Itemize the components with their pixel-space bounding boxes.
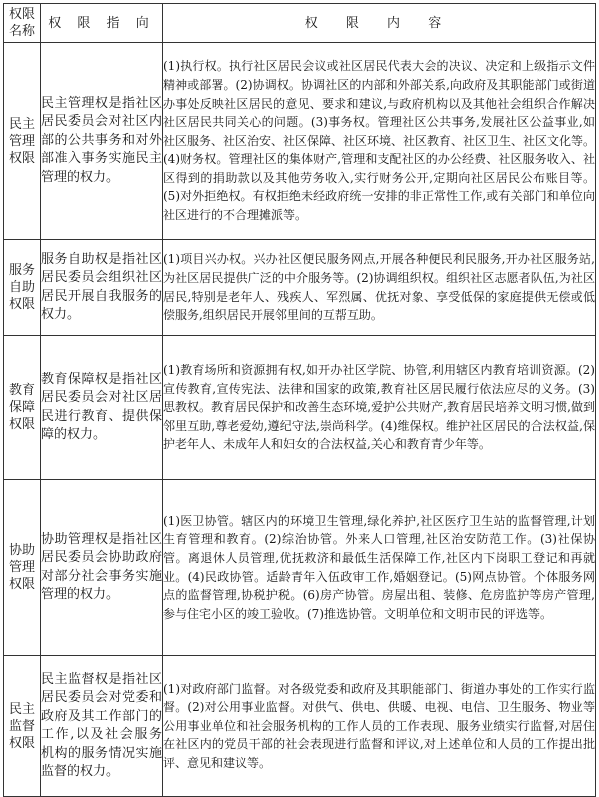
permission-direction: 民主监督权是指社区居民委员会对党委和政府及其工作部门的工作,以及社会服务机构的服务情况实施监督的权力。: [41, 656, 163, 797]
table-row: [4, 336, 596, 480]
header-permission-content: 权 限 内 容: [163, 4, 596, 43]
permission-name: 民主监督权限: [4, 656, 41, 797]
permission-content: (1)项目兴办权。兴办社区便民服务网点,开展各种便民利民服务,开办社区服务站,为社区居民提供广泛的中介服务等。(2)协调组织权。组织社区志愿者队伍,为社区居民,特别是老年人、残疾人、军烈属、优抚对象、享受低保的家庭提供无偿或低偿服务,组织居民开展邻里间的互帮互助。: [163, 240, 596, 336]
permission-direction: 协助管理权是指社区居民委员会协助政府对部分社会事务实施管理的权力。: [41, 480, 163, 656]
permission-content: (1)医卫协管。辖区内的环境卫生管理,绿化养护,社区医疗卫生站的监督管理,计划生育管理和教育。(2)综治协管。外来人口管理,社区治安防范工作。(3)社保协管。离退休人员管理,优抚救济和最低生活保障工作,社区内下岗职工登记和再就业。(4)民政协管。适龄青年入伍政审工作,婚姻登记。(5)网点协管。个体服务网点的监督管理,协税护税。(6)房产协管。房屋出租、装修、危房监护等房产管理,参与住宅小区的竣工验收。(7)推选协管。文明单位和文明市民的评选等。: [163, 480, 596, 656]
permission-content: (1)执行权。执行社区居民会议或社区居民代表大会的决议、决定和上级指示文件精神或部署。(2)协调权。协调社区的内部和外部关系,向政府及其职能部门或街道办事处反映社区居民的意见、要求和建议,与政府机构以及其他社会组织合作解决社区居民共同关心的问题。(3)事务权。管理社区公共事务,发展社区公益事业,如社区服务、社区治安、社区保障、社区环境、社区教育、社区卫生、社区文化等。(4)财务权。管理社区的集体财产,管理和支配社区的办公经费、社区服务收入、社区得到的捐助款以及其他劳务收入,实行财务公开,定期向社区居民公布账目等。(5)对外拒绝权。有权拒绝未经政府统一安排的非正常性工作,或有关部门和单位向社区进行的不合理摊派等。: [163, 43, 596, 240]
permission-direction: 民主管理权是指社区居民委员会对社区内部的公共事务和对外部准入事务实施民主管理的权力。: [41, 43, 163, 240]
permission-direction: 服务自助权是指社区居民委员会组织社区居民开展自我服务的权力。: [41, 240, 163, 336]
table-row: [4, 480, 596, 656]
rights-table: [3, 3, 596, 797]
table-header-row: [4, 4, 596, 43]
permission-name: 协助管理权限: [4, 480, 41, 656]
permission-name: 教育保障权限: [4, 336, 41, 480]
table-row: [4, 240, 596, 336]
permission-name: 民主管理权限: [4, 43, 41, 240]
permission-direction: 教育保障权是指社区居民委员会对社区居民进行教育、提供保障的权力。: [41, 336, 163, 480]
header-permission-name: 权限名称: [4, 4, 41, 43]
table-row: [4, 43, 596, 240]
table-row: [4, 656, 596, 797]
header-permission-direction: 权 限 指 向: [41, 4, 163, 43]
permission-content: (1)教育场所和资源拥有权,如开办社区学院、协管,利用辖区内教育培训资源。(2)宣传教育,宣传宪法、法律和国家的政策,教育社区居民履行依法应尽的义务。(3)思教权。教育居民保护和改善生态环境,爱护公共财产,教育居民培养文明习惯,做到邻里互助,尊老爱幼,遵纪守法,崇尚科学。(4)维保权。维护社区居民的合法权益,保护老年人、未成年人和妇女的合法权益,关心和教育青少年等。: [163, 336, 596, 480]
permission-name: 服务自助权限: [4, 240, 41, 336]
permission-content: (1)对政府部门监督。对各级党委和政府及其职能部门、街道办事处的工作实行监督。(2)对公用事业监督。对供气、供电、供暖、电视、电信、卫生服务、物业等公用事业单位和社会服务机构的工作人员的工作表现、服务业绩实行监督,对居住在社区内的党员干部的社会表现进行监督和评议,对上述单位和人员的工作提出批评、意见和建议等。: [163, 656, 596, 797]
